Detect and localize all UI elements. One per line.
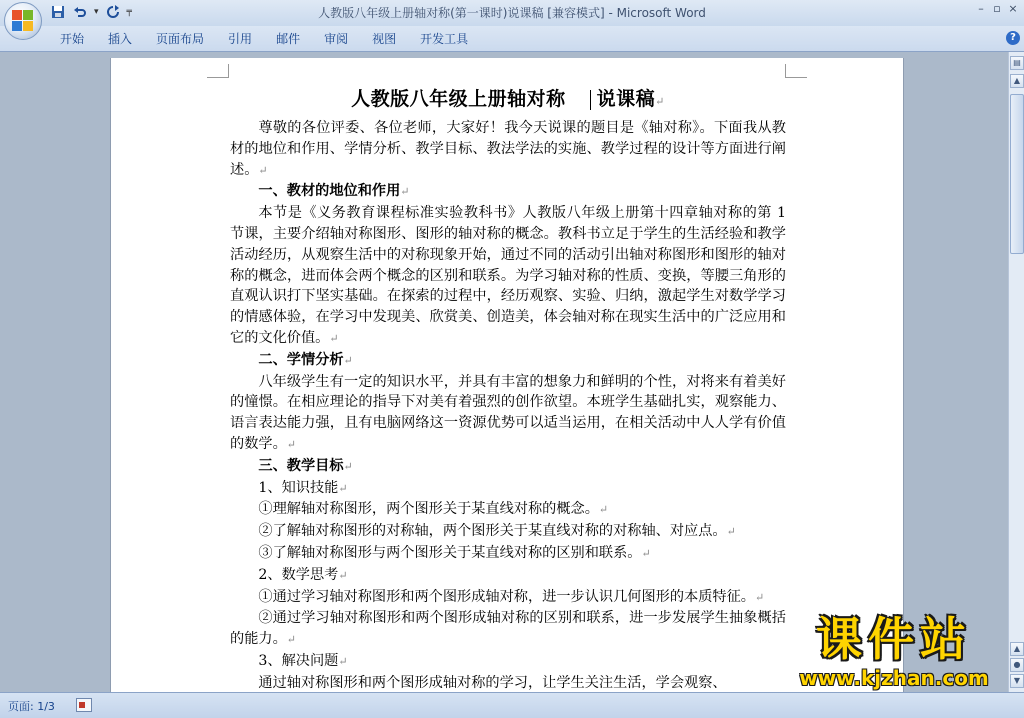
- restore-button[interactable]: ▫: [993, 2, 1001, 15]
- paragraph-text: 1、知识技能: [258, 479, 339, 496]
- paragraph-mark: ↵: [343, 459, 353, 473]
- tab-insert[interactable]: 插入: [108, 32, 133, 46]
- paragraph-text: 三、教学目标: [258, 457, 344, 474]
- help-icon[interactable]: ?: [1006, 31, 1020, 45]
- margin-corner-top-right: [785, 64, 807, 78]
- tab-references[interactable]: 引用: [228, 32, 253, 46]
- paragraph-mark: ↵: [400, 185, 410, 199]
- document-page[interactable]: [110, 58, 904, 692]
- watermark-logo: [774, 612, 1014, 694]
- window-controls: [974, 2, 1020, 16]
- paragraph-mark: ↵: [598, 503, 609, 517]
- document-paragraph: [230, 118, 786, 181]
- window-title: 人教版八年级上册轴对称(第一课时)说课稿 [兼容模式] - Microsoft Word: [318, 6, 706, 20]
- document-paragraph: [230, 673, 786, 692]
- document-workspace: [0, 52, 1008, 692]
- document-paragraph: [230, 203, 786, 350]
- watermark-title: 课件站: [816, 612, 972, 666]
- scroll-thumb[interactable]: [1010, 94, 1024, 254]
- paragraph-text: 一、教材的地位和作用: [258, 183, 401, 200]
- close-button[interactable]: ×: [1008, 2, 1018, 15]
- scroll-up-icon[interactable]: ▲: [1010, 74, 1024, 88]
- document-paragraph: [230, 587, 786, 609]
- paragraph-text: ③了解轴对称图形与两个图形关于某直线对称的区别和联系。: [258, 544, 642, 561]
- paragraph-text: 2、数学思考: [258, 566, 339, 583]
- tab-page-layout[interactable]: 页面布局: [156, 32, 205, 46]
- paragraph-text: 本节是《义务教育课程标准实验教科书》人教版八年级上册第十四章轴对称的第 1 节课，主要介绍轴对称图形、图形的轴对称的概念。教科书立足于学生的生活经验和教学活动经历，从观察生活中的对称现象开始，通过不同的活动引出轴对称图形和图形的轴对称的概念，进而体会两个概念的区别和联系。为学习轴对称的性质、变换，等腰三角形的直观认识打下坚实基础。在探索的过程中，经历观察、实验、归纳，激起学生对数学学习的情感体验，在学习中发现美、欣赏美、创造美，体会轴对称在现实生活中的广泛应用和它的文化价值。: [230, 205, 786, 346]
- status-proofing-icon[interactable]: [76, 698, 92, 712]
- document-body[interactable]: [230, 85, 786, 692]
- paragraph-text: 尊敬的各位评委、各位老师，大家好！我今天说课的题目是《轴对称》。下面我从教材的地位和作用、学情分析、教学目标、教法学法的实施、教学过程的设计等方面进行阐述。: [230, 120, 786, 178]
- vertical-scrollbar[interactable]: [1008, 52, 1024, 692]
- document-paragraph: [230, 651, 786, 673]
- paragraph-list: [230, 118, 786, 692]
- section-heading: [230, 181, 786, 203]
- minimize-button[interactable]: –: [978, 2, 984, 15]
- paragraph-text: 二、学情分析: [258, 351, 344, 368]
- paragraph-mark: ↵: [338, 568, 348, 582]
- tab-developer[interactable]: 开发工具: [420, 32, 469, 46]
- paragraph-mark: ↵: [343, 353, 353, 367]
- document-title-suffix: 说课稿: [596, 88, 656, 110]
- document-paragraph: [230, 499, 786, 521]
- office-logo-icon: [12, 10, 34, 32]
- document-paragraph: [230, 478, 786, 500]
- undo-dropdown-icon[interactable]: ▾: [94, 7, 99, 17]
- ruler-toggle-icon[interactable]: ▤: [1010, 56, 1024, 70]
- document-paragraph: [230, 543, 786, 565]
- paragraph-text: ①理解轴对称图形，两个图形关于某直线对称的概念。: [258, 501, 599, 518]
- title-bar: [0, 0, 1024, 26]
- paragraph-mark: ↵: [286, 633, 296, 647]
- tab-mailings[interactable]: 邮件: [276, 32, 301, 46]
- tab-home[interactable]: 开始: [60, 32, 85, 46]
- section-heading: [230, 350, 786, 372]
- margin-corner-top-left: [207, 64, 229, 78]
- paragraph-text: 3、解决问题: [258, 652, 339, 669]
- document-title: [230, 85, 786, 116]
- paragraph-text: ①通过学习轴对称图形和两个图形成轴对称，进一步认识几何图形的本质特征。: [258, 588, 755, 605]
- paragraph-text: ②了解轴对称图形的对称轴，两个图形关于某直线对称的对称轴、对应点。: [258, 523, 727, 540]
- status-bar: [0, 692, 1024, 718]
- paragraph-mark: ↵: [655, 95, 665, 108]
- paragraph-text: ②通过学习轴对称图形和两个图形成轴对称的区别和联系，进一步发展学生抽象概括的能力。: [230, 610, 786, 648]
- previous-page-icon[interactable]: ▲: [1010, 642, 1024, 656]
- document-paragraph: [230, 372, 786, 456]
- paragraph-mark: ↵: [329, 331, 339, 345]
- paragraph-text: 八年级学生有一定的知识水平，并具有丰富的想象力和鲜明的个性，对将来有着美好的憧憬。在相应理论的指导下对美有着强烈的创作欲望。本班学生基础扎实，观察能力、语言表达能力强，且有电脑网络这一资源优势可以适当运用，在相关活动中人人学有价值的数学。: [230, 373, 786, 452]
- paragraph-mark: ↵: [726, 525, 736, 539]
- watermark-url: www.kjzhan.com: [799, 666, 989, 690]
- tab-view[interactable]: 视图: [372, 32, 397, 46]
- document-title-text: 人教版八年级上册轴对称: [351, 88, 566, 110]
- ribbon-tabs: [48, 30, 480, 48]
- office-button[interactable]: [4, 2, 42, 40]
- ribbon-tab-bar: [0, 26, 1024, 52]
- paragraph-mark: ↵: [754, 590, 765, 604]
- tab-review[interactable]: 审阅: [324, 32, 349, 46]
- paragraph-mark: ↵: [641, 546, 651, 560]
- paragraph-mark: ↵: [258, 163, 268, 177]
- next-page-icon[interactable]: ▼: [1010, 674, 1024, 688]
- document-paragraph: [230, 608, 786, 651]
- document-paragraph: [230, 565, 786, 587]
- status-page-count[interactable]: 页面: 1/3: [8, 700, 55, 713]
- paragraph-mark: ↵: [338, 654, 348, 668]
- paragraph-text: 通过轴对称图形和两个图形成轴对称的学习，让学生关注生活，学会观察、: [258, 674, 727, 691]
- browse-object-icon[interactable]: ●: [1010, 658, 1024, 672]
- document-paragraph: [230, 521, 786, 543]
- paragraph-mark: ↵: [338, 481, 348, 495]
- section-heading: [230, 456, 786, 478]
- qat-menu-icon[interactable]: ╤: [126, 7, 132, 17]
- paragraph-mark: ↵: [286, 437, 296, 451]
- text-cursor: [590, 90, 591, 110]
